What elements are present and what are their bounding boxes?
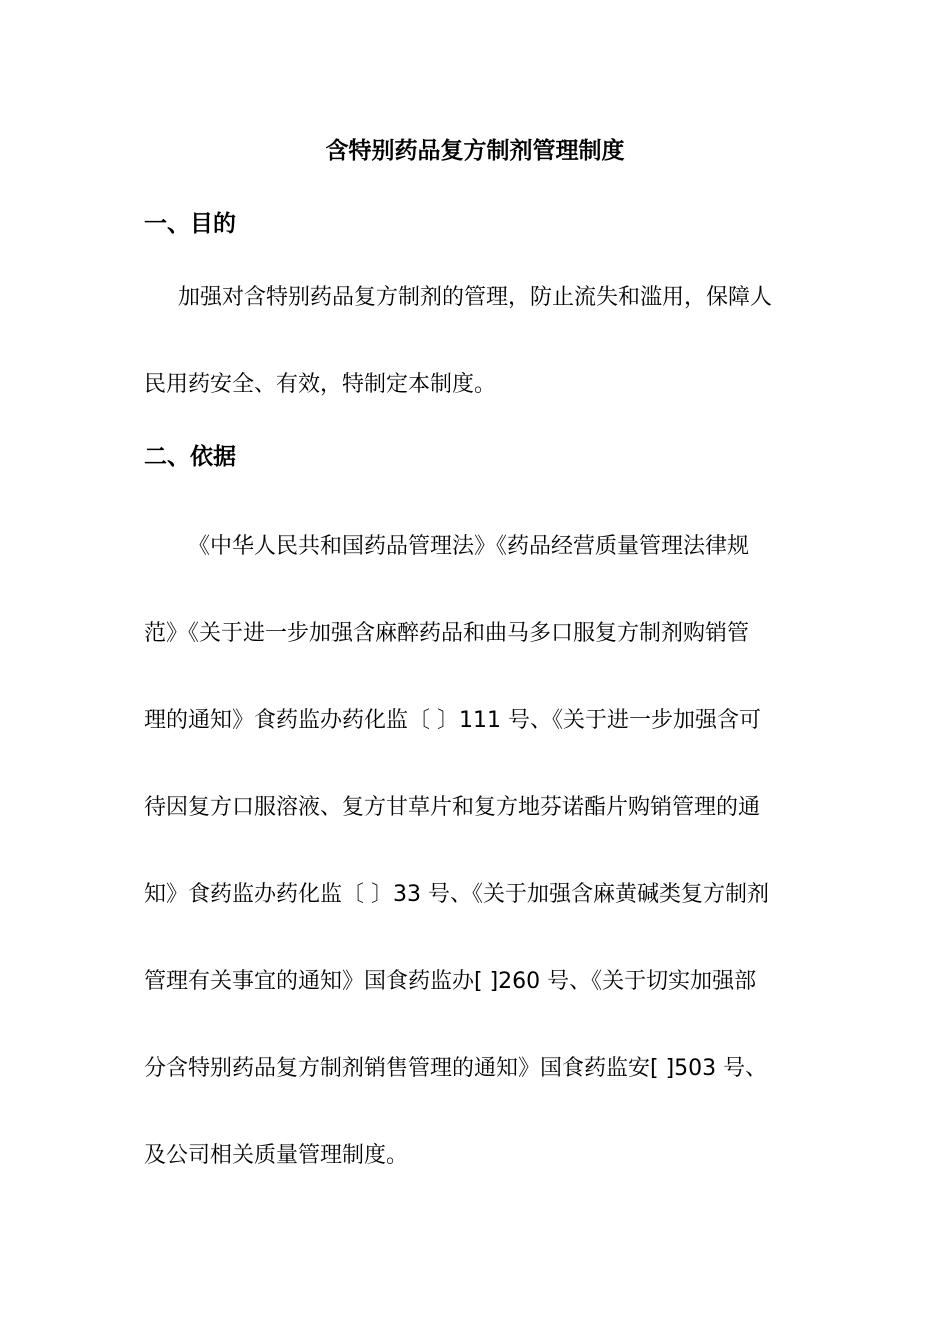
paragraph-line: 范》《关于进一步加强含麻醉药品和曲马多口服复方制剂购销管 xyxy=(144,621,750,646)
paragraph-line: 管理有关事宜的通知》国食药监办[ ]260 号、《关于切实加强部 xyxy=(144,969,757,994)
paragraph-line: 待因复方口服溶液、复方甘草片和复方地芬诺酯片购销管理的通 xyxy=(144,795,761,820)
section-heading-purpose: 一、目的 xyxy=(144,211,236,237)
paragraph-line: 理的通知》食药监办药化监〔 〕111 号、《关于进一步加强含可 xyxy=(144,708,761,733)
paragraph-line: 《中华人民共和国药品管理法》《药品经营质量管理法律规 xyxy=(188,534,750,559)
paragraph-line: 知》食药监办药化监〔 〕33 号、《关于加强含麻黄碱类复方制剂 xyxy=(144,882,769,907)
paragraph-line: 及公司相关质量管理制度。 xyxy=(144,1143,409,1168)
paragraph-line: 分含特别药品复方制剂销售管理的通知》国食药监安[ ]503 号、 xyxy=(144,1056,768,1081)
document-title: 含特别药品复方制剂管理制度 xyxy=(325,138,625,164)
section-heading-basis: 二、依据 xyxy=(144,444,236,470)
paragraph-line: 民用药安全、有效，特制定本制度。 xyxy=(144,372,497,397)
paragraph-line: 加强对含特别药品复方制剂的管理，防止流失和滥用，保障人 xyxy=(178,285,773,310)
